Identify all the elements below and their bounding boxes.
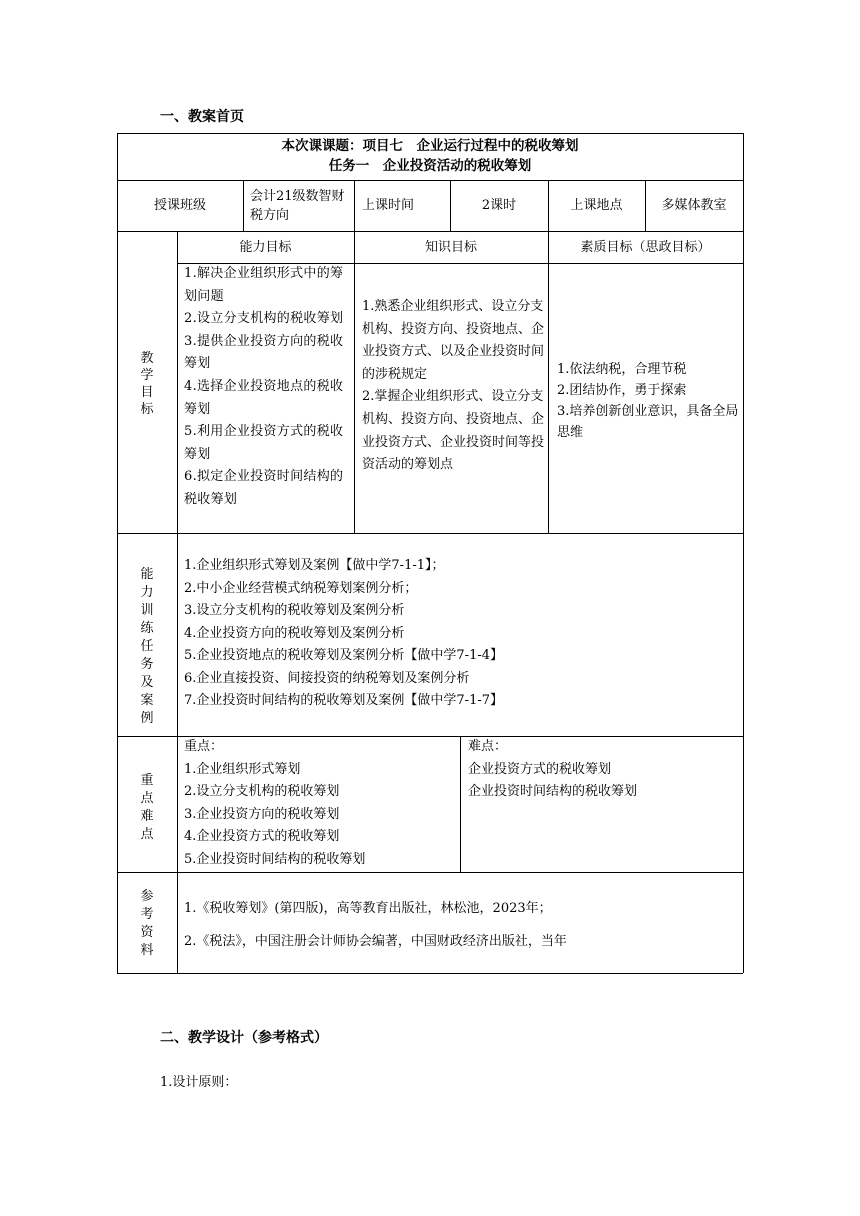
list-item: 企业投资方式的税收筹划 (468, 761, 612, 777)
list-item: 6.企业直接投资、间接投资的纳税筹划及案例分析 (184, 670, 470, 686)
list-item: 企业投资时间结构的税收筹划 (468, 784, 638, 800)
list-item: 4.企业投资方向的税收筹划及案例分析 (184, 625, 405, 641)
place-value: 多媒体教室 (661, 198, 727, 213)
lesson-topic (117, 136, 743, 176)
ability-list (184, 263, 351, 512)
class-label: 授课班级 (153, 198, 206, 213)
list-item: 1.依法纳税，合理节税 (557, 362, 687, 377)
list-item: 1.企业组织形式筹划及案例【做中学7-1-1】； (184, 558, 445, 573)
list-item: 3.企业投资方向的税收筹划 (184, 806, 340, 822)
key-points-side-label: 重点难点 (140, 773, 154, 842)
tasks-list (184, 555, 739, 713)
list-item: 1.熟悉企业组织形式、设立分支机构、投资方向、投资地点、企业投资方式、以及企业投资时间的涉税规定 (362, 299, 545, 382)
list-item: 3.提供企业投资方向的税收筹划 (184, 333, 344, 372)
quality-header: 素质目标（思政目标） (580, 239, 711, 255)
difficult-points-list (468, 736, 738, 804)
key-points-title: 重点： (184, 739, 224, 754)
section-1-title: 一、教案首页 (160, 109, 244, 125)
list-item: 5.企业投资地点的税收筹划及案例分析【做中学7-1-4】 (184, 648, 504, 663)
list-item: 2.中小企业经营模式纳税筹划案例分析； (184, 580, 418, 596)
list-item: 3.设立分支机构的税收筹划及案例分析 (184, 603, 405, 618)
lesson-topic-line2: 任务一 企业投资活动的税收筹划 (328, 158, 532, 174)
list-item: 4.企业投资方式的税收筹划 (184, 829, 340, 845)
list-item: 2.设立分支机构的税收筹划 (184, 311, 344, 327)
list-item: 5.利用企业投资方式的税收筹划 (184, 424, 344, 462)
list-item: 2.团结协作，勇于探索 (557, 383, 687, 398)
list-item: 7.企业投资时间结构的税收筹划及案例【做中学7-1-7】 (184, 693, 504, 708)
knowledge-header: 知识目标 (424, 239, 477, 255)
list-item: 2.设立分支机构的税收筹划 (184, 784, 340, 800)
references-list (184, 899, 739, 952)
list-item: 1.企业组织形式筹划 (184, 761, 301, 777)
knowledge-list (362, 296, 545, 477)
time-value: 2课时 (481, 198, 517, 213)
quality-list (557, 359, 739, 443)
tasks-side-label: 能力训练任务及案例 (140, 567, 154, 726)
time-label: 上课时间 (362, 198, 415, 213)
list-item: 2.《税法》，中国注册会计师协会编著，中国财政经济出版社，当年 (184, 934, 567, 949)
list-item: 1.解决企业组织形式中的筹划问题 (184, 266, 344, 304)
list-item: 1.《税收筹划》(第四版)，高等教育出版社，林松池，2023年； (184, 901, 552, 916)
place-label: 上课地点 (570, 198, 623, 213)
list-item: 5.企业投资时间结构的税收筹划 (184, 851, 366, 867)
class-value: 会计21级数智财税方向 (250, 188, 345, 223)
list-item: 3.培养创新创业意识，具备全局思维 (557, 404, 739, 440)
difficult-points-title: 难点： (468, 739, 508, 754)
design-principles-label: 1.设计原则： (160, 1075, 238, 1090)
key-points-list (184, 736, 456, 872)
list-item: 4.选择企业投资地点的税收筹划 (184, 378, 344, 417)
objectives-side-label: 教学目标 (140, 351, 154, 417)
list-item: 2.掌握企业组织形式、设立分支机构、投资方向、投资地点、企业投资方式、企业投资时间等投资活动的筹划点 (362, 389, 545, 473)
references-side-label: 参考资料 (140, 889, 154, 958)
section-2-title: 二、教学设计（参考格式） (160, 1030, 328, 1046)
lesson-topic-line1: 本次课课题：项目七 企业运行过程中的税收筹划 (281, 138, 579, 154)
list-item: 6.拟定企业投资时间结构的税收筹划 (184, 469, 344, 507)
ability-header: 能力目标 (239, 239, 292, 255)
